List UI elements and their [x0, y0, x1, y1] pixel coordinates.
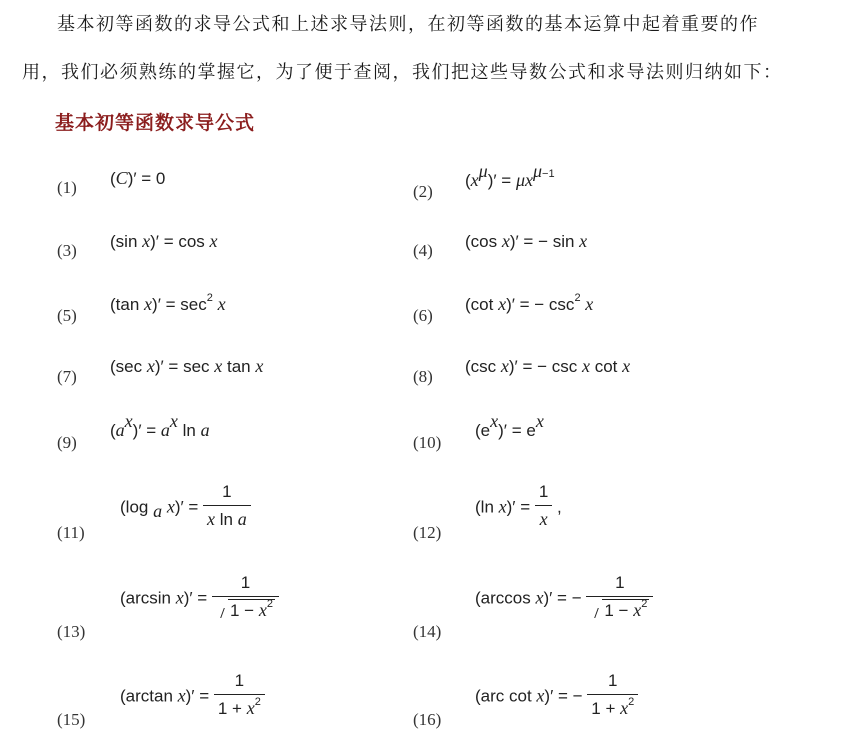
formula-11: (log $_a$ x)′ = $\frac{1}{\text{x ln a}}$	[120, 484, 251, 532]
formula-16: (arc cot x)′ = − $\frac{1}{1 + x^2}$	[475, 673, 638, 721]
formula-number: (4)	[413, 241, 433, 260]
formula-number: (16)	[413, 710, 442, 729]
formula-2: $(x^\mu)' = \mu x^{\mu-1}$	[465, 161, 555, 190]
formula-number: (10)	[413, 433, 442, 452]
formula-5: (tan $x)' = \sec^2 x$	[110, 292, 226, 314]
formula-number: (6)	[413, 306, 433, 325]
formula-1: (C)′ = 0	[110, 168, 166, 188]
formula-number: (2)	[413, 182, 433, 201]
intro-line-1: 基本初等函数的求导公式和上述求导法则，在初等函数的基本运算中起着重要的作	[57, 14, 759, 35]
formula-7: (sec x)′ = sec x tan x	[110, 356, 264, 376]
formula-15: (arctan x)′ = $\frac{1}{1 + x^2}$	[120, 673, 265, 721]
formula-number: (12)	[413, 523, 442, 542]
section-heading: 基本初等函数求导公式	[55, 112, 256, 134]
formula-12: (ln x)′ = $\frac{1}{x}$ ,	[475, 482, 562, 529]
formula-number: (14)	[413, 622, 442, 641]
formula-number: (1)	[57, 178, 77, 197]
formula-number: (8)	[413, 367, 433, 386]
formula-6: (cot x)′ = − $\csc^2 x$	[465, 292, 594, 314]
formula-number: (5)	[57, 306, 77, 325]
formula-number: (3)	[57, 241, 77, 260]
formula-4: (cos x)′ = − sin x	[465, 231, 588, 251]
formula-number: (9)	[57, 433, 77, 452]
formula-10: $(e^x)' = e^x$	[475, 411, 544, 440]
formula-3: (sin x)′ = cos x	[110, 231, 218, 251]
formula-9: $(a^x)' = a^x$ ln a	[110, 411, 210, 440]
intro-line-2: 用，我们必须熟练的掌握它，为了便于查阅，我们把这些导数公式和求导法则归纳如下：	[22, 62, 783, 83]
formula-number: (11)	[57, 523, 85, 542]
formula-14: (arccos x)′ = − $\frac{1}{1 - x^2}$	[475, 575, 653, 623]
formula-8: (csc x)′ = − csc x cot x	[465, 356, 631, 376]
formula-13: (arcsin x)′ = $\frac{1}{1 - x^2}$	[120, 575, 279, 623]
formula-number: (15)	[57, 710, 86, 729]
formula-number: (13)	[57, 622, 86, 641]
formula-number: (7)	[57, 367, 77, 386]
